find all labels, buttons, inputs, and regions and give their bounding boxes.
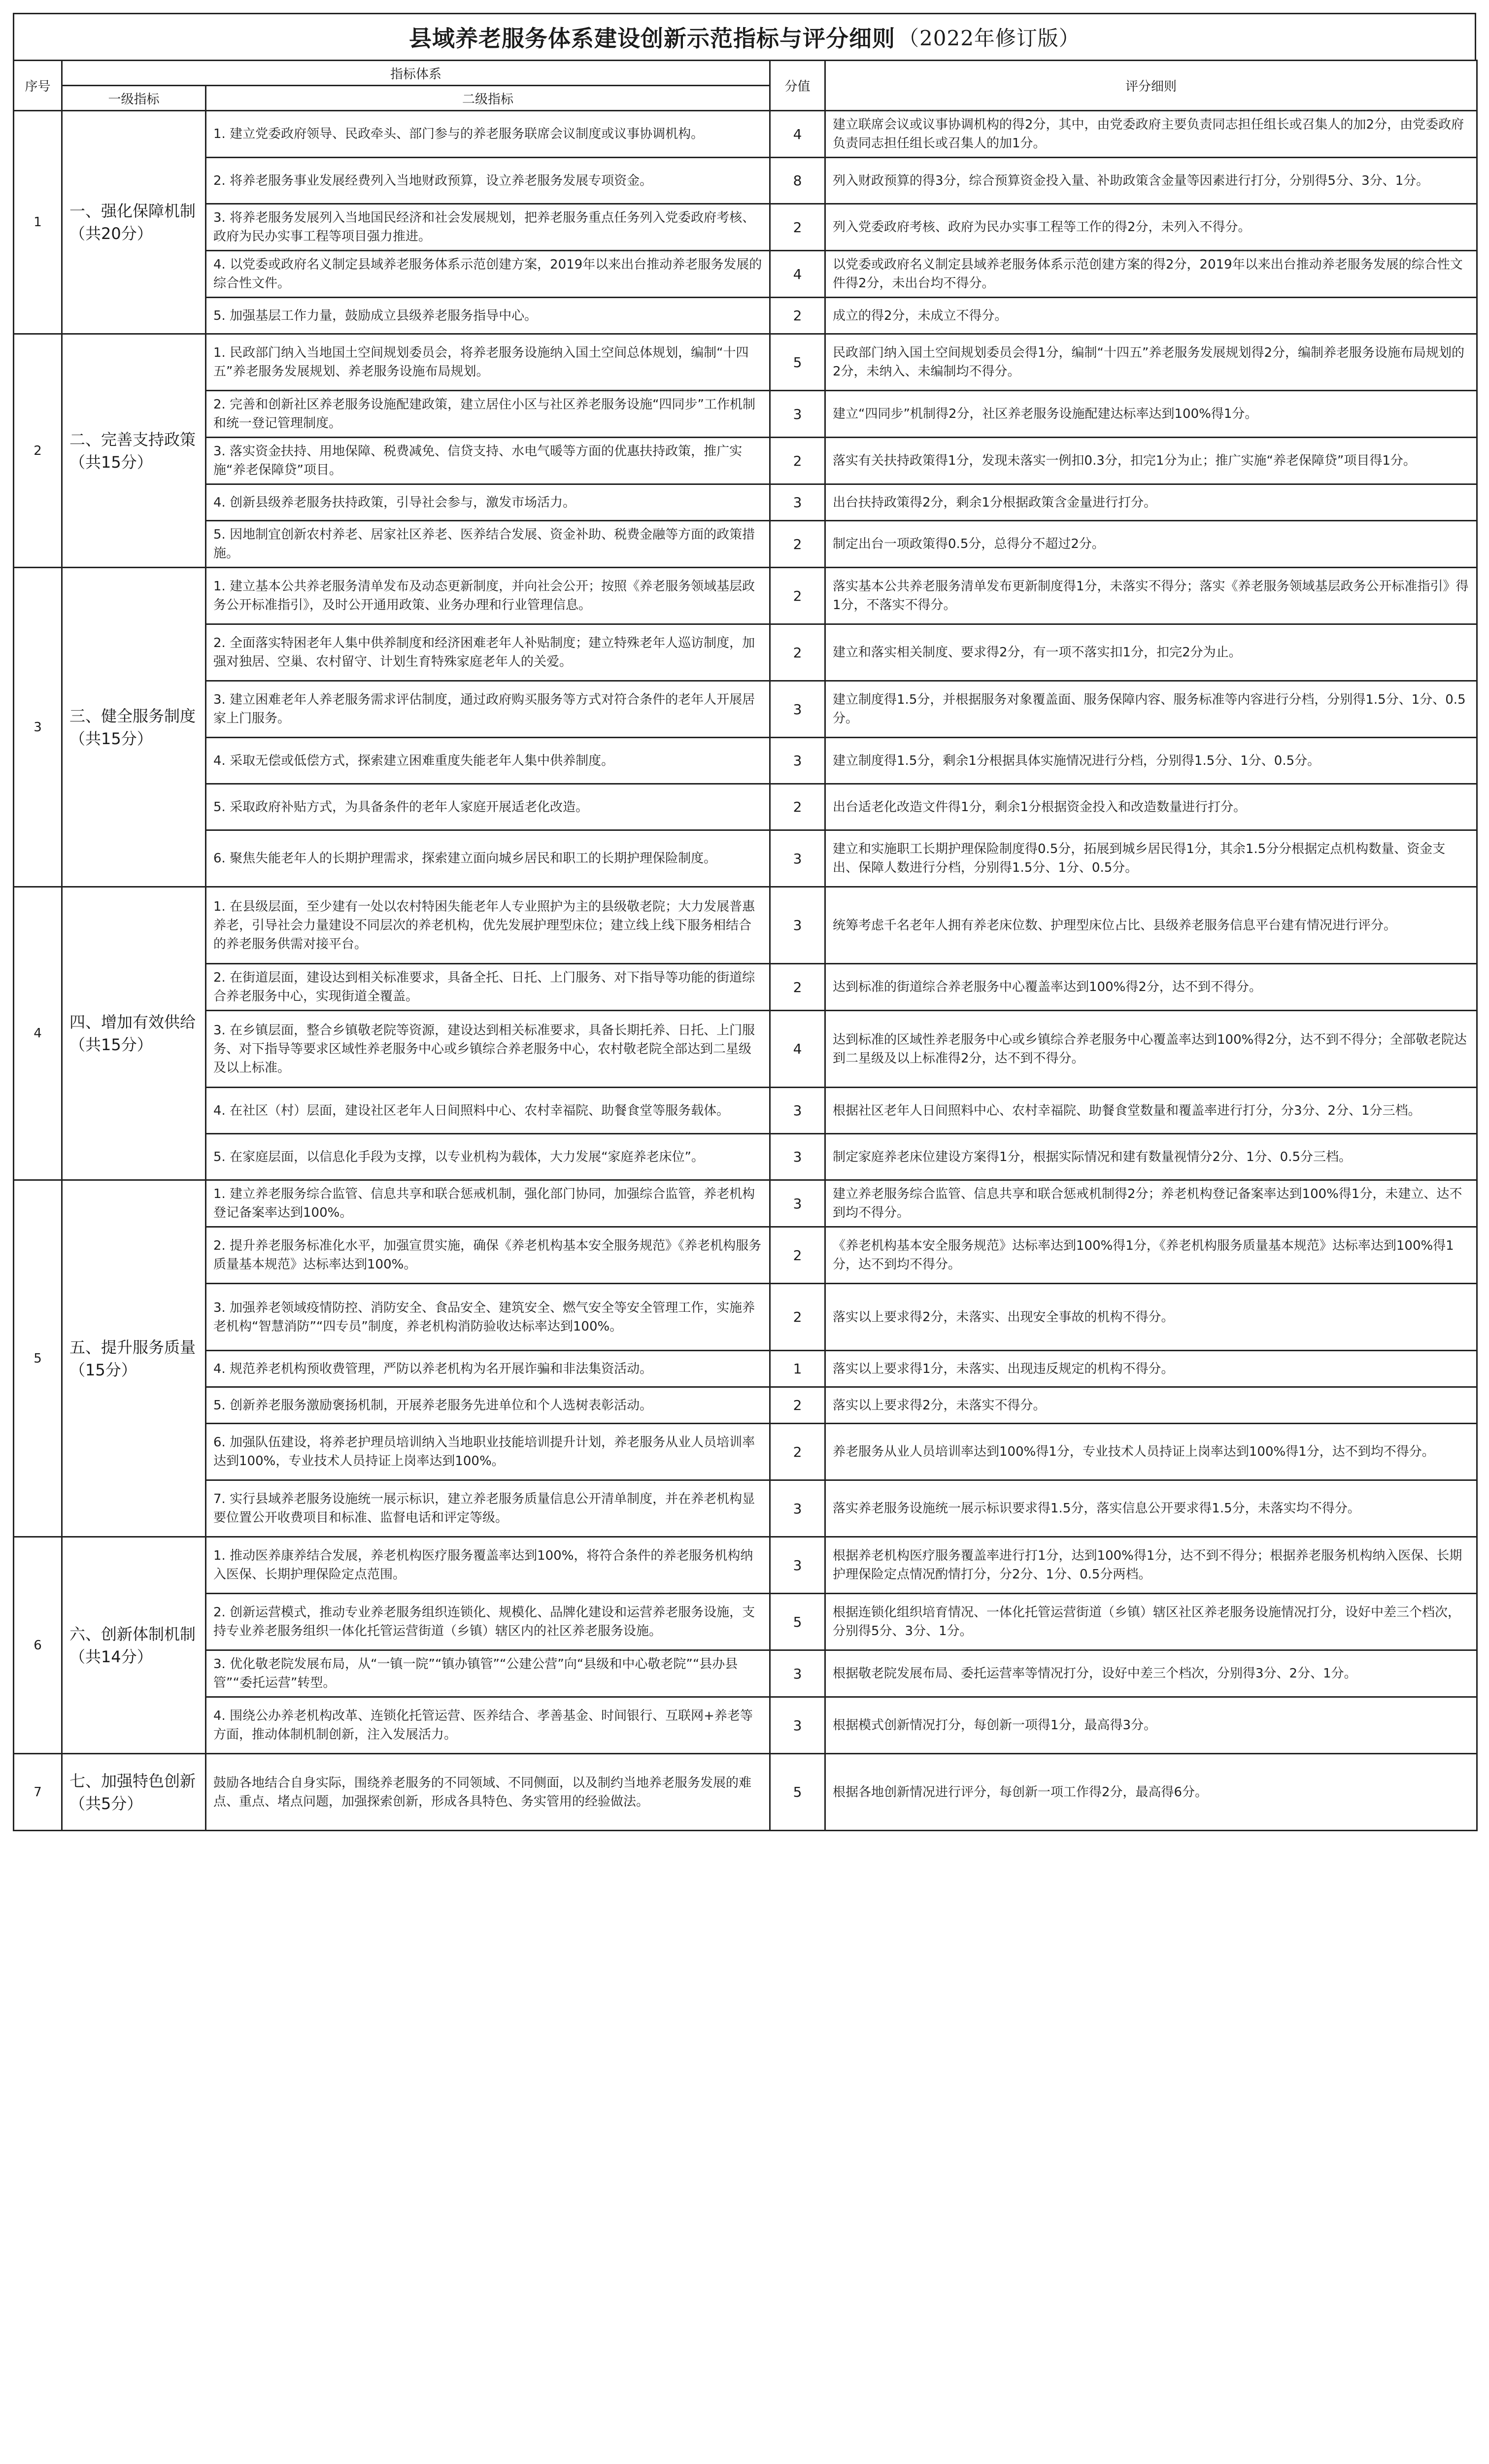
section-number: 4 (14, 887, 62, 1180)
scoring-detail: 建立“四同步”机制得2分，社区养老服务设施配建达标率达到100%得1分。 (825, 391, 1477, 438)
level2-indicator: 2. 创新运营模式，推动专业养老服务组织连锁化、规模化、品牌化建设和运营养老服务设施，支持专业养老服务组织一体化托管运营街道（乡镇）辖区内的社区养老服务设施。 (206, 1594, 770, 1650)
level2-indicator: 2. 全面落实特困老年人集中供养制度和经济困难老年人补贴制度；建立特殊老年人巡访制度，加强对独居、空巢、农村留守、计划生育特殊家庭老年人的关爱。 (206, 624, 770, 681)
table-row (14, 1227, 1477, 1284)
score-value: 2 (770, 784, 825, 830)
level2-indicator: 4. 采取无偿或低偿方式，探索建立困难重度失能老年人集中供养制度。 (206, 738, 770, 784)
table-row (14, 887, 1477, 964)
score-value: 5 (770, 1594, 825, 1650)
level2-indicator: 鼓励各地结合自身实际，围绕养老服务的不同领域、不同侧面，以及制约当地养老服务发展的难点、重点、堵点问题，加强探索创新，形成各具特色、务实管用的经验做法。 (206, 1754, 770, 1831)
level2-indicator: 1. 建立养老服务综合监管、信息共享和联合惩戒机制，强化部门协同，加强综合监管，养老机构登记备案率达到100%。 (206, 1180, 770, 1227)
table-row (14, 251, 1477, 298)
table-row (14, 964, 1477, 1011)
scoring-detail: 落实养老服务设施统一展示标识要求得1.5分，落实信息公开要求得1.5分，未落实均不得分。 (825, 1480, 1477, 1537)
score-value: 4 (770, 251, 825, 298)
level2-indicator: 4. 围绕公办养老机构改革、连锁化托管运营、医养结合、孝善基金、时间银行、互联网+养老等方面，推动体制机制创新，注入发展活力。 (206, 1697, 770, 1754)
level2-indicator: 3. 优化敬老院发展布局，从“一镇一院”“镇办镇管”“公建公营”向“县级和中心敬老院”“县办县管”“委托运营”转型。 (206, 1650, 770, 1697)
header-system: 指标体系 (62, 61, 770, 86)
header-seq: 序号 (14, 61, 62, 111)
level2-indicator: 2. 将养老服务事业发展经费列入当地财政预算，设立养老服务发展专项资金。 (206, 158, 770, 204)
score-table (13, 60, 1478, 1831)
scoring-detail: 根据社区老年人日间照料中心、农村幸福院、助餐食堂数量和覆盖率进行打分，分3分、2分、1分三档。 (825, 1088, 1477, 1134)
header-score: 分值 (770, 61, 825, 111)
table-row (14, 1351, 1477, 1387)
level2-indicator: 1. 建立基本公共养老服务清单发布及动态更新制度，并向社会公开；按照《养老服务领域基层政务公开标准指引》，及时公开通用政策、业务办理和行业管理信息。 (206, 568, 770, 624)
level1-indicator: 五、提升服务质量（15分） (62, 1180, 206, 1537)
score-value: 2 (770, 298, 825, 334)
scoring-detail: 制定出台一项政策得0.5分，总得分不超过2分。 (825, 521, 1477, 568)
level2-indicator: 2. 提升养老服务标准化水平，加强宣贯实施，确保《养老机构基本安全服务规范》《养老机构服务质量基本规范》达标率达到100%。 (206, 1227, 770, 1284)
table-row (14, 1650, 1477, 1697)
scoring-detail: 根据敬老院发展布局、委托运营率等情况打分，设好中差三个档次，分别得3分、2分、1分。 (825, 1650, 1477, 1697)
level1-indicator: 三、健全服务制度（共15分） (62, 568, 206, 887)
level2-indicator: 5. 创新养老服务激励褒扬机制，开展养老服务先进单位和个人选树表彰活动。 (206, 1387, 770, 1424)
level2-indicator: 4. 规范养老机构预收费管理，严防以养老机构为名开展诈骗和非法集资活动。 (206, 1351, 770, 1387)
section-number: 1 (14, 111, 62, 334)
score-value: 2 (770, 521, 825, 568)
score-value: 2 (770, 438, 825, 484)
table-row (14, 1180, 1477, 1227)
table-row (14, 1387, 1477, 1424)
header-level2: 二级指标 (206, 86, 770, 111)
scoring-detail: 制定家庭养老床位建设方案得1分，根据实际情况和建有数量视情分2分、1分、0.5分三档。 (825, 1134, 1477, 1180)
title-main: 县域养老服务体系建设创新示范指标与评分细则 (409, 25, 896, 52)
score-value: 2 (770, 1227, 825, 1284)
score-value: 2 (770, 568, 825, 624)
scoring-detail: 建立制度得1.5分，并根据服务对象覆盖面、服务保障内容、服务标准等内容进行分档，分别得1.5分、1分、0.5分。 (825, 681, 1477, 738)
level2-indicator: 5. 因地制宜创新农村养老、居家社区养老、医养结合发展、资金补助、税费金融等方面的政策措施。 (206, 521, 770, 568)
scoring-detail: 落实以上要求得2分，未落实、出现安全事故的机构不得分。 (825, 1284, 1477, 1351)
table-row (14, 334, 1477, 391)
table-row (14, 158, 1477, 204)
table-row (14, 1594, 1477, 1650)
level2-indicator: 3. 加强养老领域疫情防控、消防安全、食品安全、建筑安全、燃气安全等安全管理工作，实施养老机构“智慧消防”“四专员”制度，养老机构消防验收达标率达到100%。 (206, 1284, 770, 1351)
scoring-detail: 列入党委政府考核、政府为民办实事工程等工作的得2分，未列入不得分。 (825, 204, 1477, 251)
table-row (14, 681, 1477, 738)
scoring-detail: 建立和实施职工长期护理保险制度得0.5分，拓展到城乡居民得1分，其余1.5分分根据定点机构数量、资金支出、保障人数进行分档，分别得1.5分、1分、0.5分。 (825, 830, 1477, 887)
scoring-detail: 列入财政预算的得3分，综合预算资金投入量、补助政策含金量等因素进行打分，分别得5分、3分、1分。 (825, 158, 1477, 204)
score-value: 3 (770, 1480, 825, 1537)
score-value: 3 (770, 1697, 825, 1754)
level2-indicator: 3. 将养老服务发展列入当地国民经济和社会发展规划，把养老服务重点任务列入党委政府考核、政府为民办实事工程等项目强力推进。 (206, 204, 770, 251)
level2-indicator: 3. 落实资金扶持、用地保障、税费减免、信贷支持、水电气暖等方面的优惠扶持政策，推广实施“养老保障贷”项目。 (206, 438, 770, 484)
level2-indicator: 6. 加强队伍建设，将养老护理员培训纳入当地职业技能培训提升计划，养老服务从业人员培训率达到100%，专业技术人员持证上岗率达到100%。 (206, 1424, 770, 1480)
level2-indicator: 4. 在社区（村）层面，建设社区老年人日间照料中心、农村幸福院、助餐食堂等服务载体。 (206, 1088, 770, 1134)
score-value: 3 (770, 1537, 825, 1594)
table-row (14, 830, 1477, 887)
level2-indicator: 5. 在家庭层面，以信息化手段为支撑，以专业机构为载体，大力发展“家庭养老床位”。 (206, 1134, 770, 1180)
section-number: 3 (14, 568, 62, 887)
score-value: 3 (770, 1134, 825, 1180)
table-row (14, 738, 1477, 784)
level2-indicator: 5. 加强基层工作力量，鼓励成立县级养老服务指导中心。 (206, 298, 770, 334)
section-number: 7 (14, 1754, 62, 1831)
level2-indicator: 4. 创新县级养老服务扶持政策，引导社会参与，激发市场活力。 (206, 484, 770, 521)
scoring-detail: 落实以上要求得2分，未落实不得分。 (825, 1387, 1477, 1424)
level2-indicator: 1. 建立党委政府领导、民政牵头、部门参与的养老服务联席会议制度或议事协调机构。 (206, 111, 770, 158)
score-value: 1 (770, 1351, 825, 1387)
table-row (14, 1134, 1477, 1180)
scoring-detail: 建立制度得1.5分，剩余1分根据具体实施情况进行分档，分别得1.5分、1分、0.5分。 (825, 738, 1477, 784)
section-number: 5 (14, 1180, 62, 1537)
document-page (13, 13, 1476, 2464)
level2-indicator: 4. 以党委或政府名义制定县域养老服务体系示范创建方案，2019年以来出台推动养老服务发展的综合性文件。 (206, 251, 770, 298)
level2-indicator: 2. 在街道层面，建设达到相关标准要求，具备全托、日托、上门服务、对下指导等功能的街道综合养老服务中心，实现街道全覆盖。 (206, 964, 770, 1011)
table-row (14, 1011, 1477, 1088)
score-value: 4 (770, 1011, 825, 1088)
scoring-detail: 根据养老机构医疗服务覆盖率进行打1分，达到100%得1分，达不到不得分；根据养老服务机构纳入医保、长期护理保险定点情况酌情打分，分2分、1分、0.5分两档。 (825, 1537, 1477, 1594)
table-row (14, 521, 1477, 568)
score-value: 3 (770, 1088, 825, 1134)
score-value: 2 (770, 204, 825, 251)
level1-indicator: 四、增加有效供给（共15分） (62, 887, 206, 1180)
scoring-detail: 出台适老化改造文件得1分，剩余1分根据资金投入和改造数量进行打分。 (825, 784, 1477, 830)
table-row (14, 1088, 1477, 1134)
score-value: 2 (770, 1284, 825, 1351)
scoring-detail: 落实有关扶持政策得1分，发现未落实一例扣0.3分，扣完1分为止；推广实施“养老保障贷”项目得1分。 (825, 438, 1477, 484)
level2-indicator: 2. 完善和创新社区养老服务设施配建政策，建立居住小区与社区养老服务设施“四同步”工作机制和统一登记管理制度。 (206, 391, 770, 438)
level2-indicator: 1. 民政部门纳入当地国土空间规划委员会，将养老服务设施纳入国土空间总体规划，编制“十四五”养老服务发展规划、养老服务设施布局规划。 (206, 334, 770, 391)
table-row (14, 1537, 1477, 1594)
score-value: 3 (770, 738, 825, 784)
score-value: 3 (770, 484, 825, 521)
scoring-detail: 根据模式创新情况打分，每创新一项得1分，最高得3分。 (825, 1697, 1477, 1754)
level1-indicator: 七、加强特色创新（共5分） (62, 1754, 206, 1831)
level2-indicator: 7. 实行县域养老服务设施统一展示标识，建立养老服务质量信息公开清单制度，并在养老机构显要位置公开收费项目和标准、监督电话和评定等级。 (206, 1480, 770, 1537)
table-row (14, 1424, 1477, 1480)
scoring-detail: 统筹考虑千名老年人拥有养老床位数、护理型床位占比、县级养老服务信息平台建有情况进行评分。 (825, 887, 1477, 964)
scoring-detail: 出台扶持政策得2分，剩余1分根据政策含金量进行打分。 (825, 484, 1477, 521)
table-row (14, 484, 1477, 521)
level2-indicator: 3. 建立困难老年人养老服务需求评估制度，通过政府购买服务等方式对符合条件的老年人开展居家上门服务。 (206, 681, 770, 738)
score-value: 3 (770, 391, 825, 438)
level1-indicator: 六、创新体制机制（共14分） (62, 1537, 206, 1754)
level2-indicator: 3. 在乡镇层面，整合乡镇敬老院等资源，建设达到相关标准要求，具备长期托养、日托、上门服务、对下指导等要求区域性养老服务中心或乡镇综合养老服务中心，农村敬老院全部达到二星级及以上标准。 (206, 1011, 770, 1088)
level2-indicator: 1. 推动医养康养结合发展，养老机构医疗服务覆盖率达到100%，将符合条件的养老服务机构纳入医保、长期护理保险定点范围。 (206, 1537, 770, 1594)
scoring-detail: 养老服务从业人员培训率达到100%得1分，专业技术人员持证上岗率达到100%得1分，达不到均不得分。 (825, 1424, 1477, 1480)
level1-indicator: 一、强化保障机制（共20分） (62, 111, 206, 334)
level2-indicator: 1. 在县级层面，至少建有一处以农村特困失能老年人专业照护为主的县级敬老院；大力发展普惠养老，引导社会力量建设不同层次的养老机构，优先发展护理型床位；建立线上线下服务相结合的养老服务供需对接平台。 (206, 887, 770, 964)
scoring-detail: 根据连锁化组织培育情况、一体化托管运营街道（乡镇）辖区社区养老服务设施情况打分，设好中差三个档次，分别得5分、3分、1分。 (825, 1594, 1477, 1650)
score-value: 2 (770, 1387, 825, 1424)
scoring-detail: 以党委或政府名义制定县域养老服务体系示范创建方案的得2分，2019年以来出台推动养老服务发展的综合性文件得2分，未出台均不得分。 (825, 251, 1477, 298)
table-row (14, 111, 1477, 158)
scoring-detail: 成立的得2分，未成立不得分。 (825, 298, 1477, 334)
scoring-detail: 建立养老服务综合监管、信息共享和联合惩戒机制得2分；养老机构登记备案率达到100%得1分，未建立、达不到均不得分。 (825, 1180, 1477, 1227)
score-value: 3 (770, 681, 825, 738)
scoring-detail: 根据各地创新情况进行评分，每创新一项工作得2分，最高得6分。 (825, 1754, 1477, 1831)
score-value: 2 (770, 964, 825, 1011)
table-row (14, 1697, 1477, 1754)
score-value: 4 (770, 111, 825, 158)
scoring-detail: 落实基本公共养老服务清单发布更新制度得1分，未落实不得分；落实《养老服务领域基层政务公开标准指引》得1分，不落实不得分。 (825, 568, 1477, 624)
score-value: 5 (770, 334, 825, 391)
score-value: 3 (770, 830, 825, 887)
scoring-detail: 建立和落实相关制度、要求得2分，有一项不落实扣1分，扣完2分为止。 (825, 624, 1477, 681)
score-value: 5 (770, 1754, 825, 1831)
table-body (14, 111, 1477, 1831)
document-title (13, 13, 1476, 60)
table-row (14, 391, 1477, 438)
score-value: 3 (770, 1650, 825, 1697)
scoring-detail: 达到标准的街道综合养老服务中心覆盖率达到100%得2分，达不到不得分。 (825, 964, 1477, 1011)
table-row (14, 298, 1477, 334)
score-value: 2 (770, 1424, 825, 1480)
header-detail: 评分细则 (825, 61, 1477, 111)
table-row (14, 1480, 1477, 1537)
scoring-detail: 达到标准的区域性养老服务中心或乡镇综合养老服务中心覆盖率达到100%得2分，达不到不得分；全部敬老院达到二星级及以上标准得2分，达不到不得分。 (825, 1011, 1477, 1088)
score-value: 3 (770, 887, 825, 964)
score-value: 2 (770, 624, 825, 681)
table-row (14, 1284, 1477, 1351)
score-value: 8 (770, 158, 825, 204)
level1-indicator: 二、完善支持政策（共15分） (62, 334, 206, 568)
scoring-detail: 《养老机构基本安全服务规范》达标率达到100%得1分，《养老机构服务质量基本规范》达标率达到100%得1分，达不到均不得分。 (825, 1227, 1477, 1284)
table-row (14, 624, 1477, 681)
section-number: 6 (14, 1537, 62, 1754)
table-row (14, 784, 1477, 830)
header-level1: 一级指标 (62, 86, 206, 111)
scoring-detail: 落实以上要求得1分，未落实、出现违反规定的机构不得分。 (825, 1351, 1477, 1387)
score-value: 3 (770, 1180, 825, 1227)
table-row (14, 204, 1477, 251)
level2-indicator: 6. 聚焦失能老年人的长期护理需求，探索建立面向城乡居民和职工的长期护理保险制度。 (206, 830, 770, 887)
level2-indicator: 5. 采取政府补贴方式，为具备条件的老年人家庭开展适老化改造。 (206, 784, 770, 830)
table-row (14, 568, 1477, 624)
scoring-detail: 建立联席会议或议事协调机构的得2分，其中，由党委政府主要负责同志担任组长或召集人的加2分，由党委政府负责同志担任组长或召集人的加1分。 (825, 111, 1477, 158)
table-row (14, 438, 1477, 484)
scoring-detail: 民政部门纳入国土空间规划委员会得1分，编制“十四五”养老服务发展规划得2分，编制养老服务设施布局规划的2分，未纳入、未编制均不得分。 (825, 334, 1477, 391)
title-edition: （2022年修订版） (898, 26, 1080, 50)
section-number: 2 (14, 334, 62, 568)
table-row (14, 1754, 1477, 1831)
